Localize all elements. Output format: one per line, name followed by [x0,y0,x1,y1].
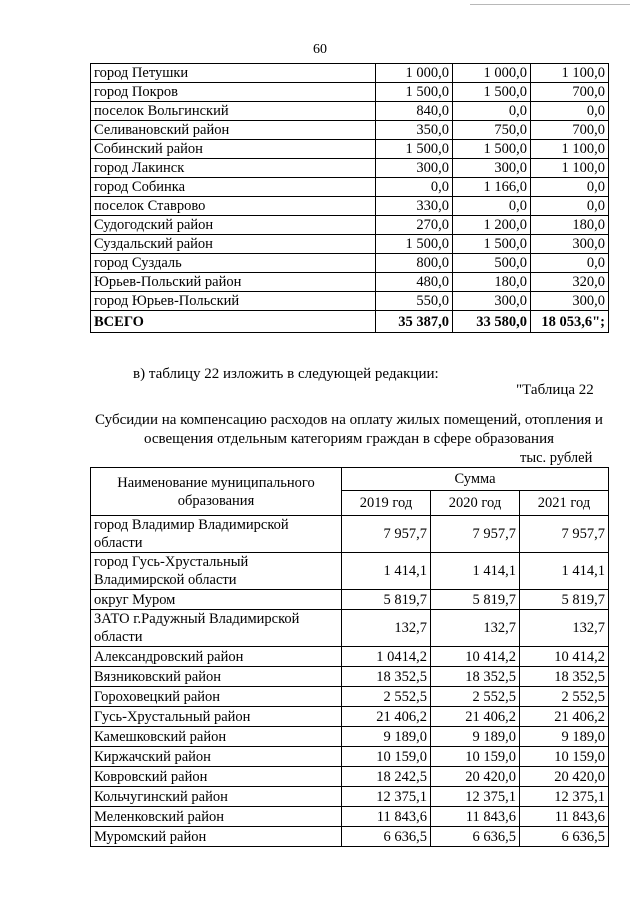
unit-label: тыс. рублей [520,450,593,466]
value-cell: 132,7 [342,610,431,647]
value-cell: 33 580,0 [453,311,531,333]
name-cell: ВСЕГО [91,311,376,333]
value-cell: 5 819,7 [431,590,520,610]
table-row [91,102,609,121]
value-cell: 132,7 [431,610,520,647]
value-cell: 18 352,5 [342,667,431,687]
value-cell: 21 406,2 [431,707,520,727]
value-cell: 18 242,5 [342,767,431,787]
table-row [91,273,609,292]
subsidy-table-top [90,63,609,333]
name-cell: Муромский район [91,827,342,847]
value-cell: 10 159,0 [520,747,609,767]
name-cell: Киржачский район [91,747,342,767]
value-cell: 1 500,0 [453,83,531,102]
value-cell: 500,0 [453,254,531,273]
value-cell: 7 957,7 [342,516,431,553]
name-cell: Юрьев-Польский район [91,273,376,292]
table-row [91,553,609,590]
name-cell: город Юрьев-Польский [91,292,376,311]
value-cell: 18 053,6"; [531,311,609,333]
name-cell: Вязниковский район [91,667,342,687]
header-sum-cell: Сумма [342,468,609,491]
value-cell: 840,0 [376,102,453,121]
name-cell: округ Муром [91,590,342,610]
table-row [91,727,609,747]
table-row [91,64,609,83]
value-cell: 700,0 [531,83,609,102]
value-cell: 0,0 [453,102,531,121]
name-cell: Собинский район [91,140,376,159]
value-cell: 1 000,0 [376,64,453,83]
header-row [91,468,609,491]
value-cell: 1 500,0 [376,140,453,159]
value-cell: 0,0 [531,102,609,121]
value-cell: 5 819,7 [520,590,609,610]
table-row [91,687,609,707]
table-row [91,140,609,159]
value-cell: 6 636,5 [342,827,431,847]
table-row [91,827,609,847]
value-cell: 700,0 [531,121,609,140]
top-scan-line [470,4,630,5]
table-row [91,516,609,553]
value-cell: 1 0414,2 [342,647,431,667]
instruction-text: в) таблицу 22 изложить в следующей редакции: [133,366,439,382]
value-cell: 1 200,0 [453,216,531,235]
value-cell: 1 500,0 [376,83,453,102]
total-row [91,311,609,333]
value-cell: 0,0 [531,254,609,273]
table-top-body [91,64,609,333]
value-cell: 21 406,2 [520,707,609,727]
name-cell: город Владимир Владимирской области [91,516,342,553]
value-cell: 300,0 [531,235,609,254]
header-name-cell: Наименование муниципального образования [91,468,342,516]
name-cell: Судогодский район [91,216,376,235]
value-cell: 300,0 [453,292,531,311]
value-cell: 11 843,6 [431,807,520,827]
name-cell: Меленковский район [91,807,342,827]
value-cell: 1 414,1 [342,553,431,590]
value-cell: 7 957,7 [431,516,520,553]
table-row [91,83,609,102]
table-row [91,767,609,787]
table-row [91,807,609,827]
value-cell: 2 552,5 [342,687,431,707]
table-row [91,235,609,254]
value-cell: 2 552,5 [520,687,609,707]
value-cell: 1 414,1 [431,553,520,590]
year-2021-cell: 2021 год [520,491,609,516]
value-cell: 10 159,0 [431,747,520,767]
value-cell: 1 100,0 [531,64,609,83]
name-cell: Камешковский район [91,727,342,747]
value-cell: 132,7 [520,610,609,647]
value-cell: 180,0 [531,216,609,235]
value-cell: 5 819,7 [342,590,431,610]
table-row [91,216,609,235]
value-cell: 1 100,0 [531,159,609,178]
value-cell: 12 375,1 [520,787,609,807]
value-cell: 1 166,0 [453,178,531,197]
value-cell: 10 159,0 [342,747,431,767]
name-cell: город Суздаль [91,254,376,273]
name-cell: поселок Вольгинский [91,102,376,121]
table-row [91,647,609,667]
value-cell: 9 189,0 [431,727,520,747]
value-cell: 350,0 [376,121,453,140]
name-cell: Суздальский район [91,235,376,254]
value-cell: 18 352,5 [431,667,520,687]
name-cell: Селивановский район [91,121,376,140]
value-cell: 0,0 [453,197,531,216]
value-cell: 10 414,2 [520,647,609,667]
table-row [91,178,609,197]
table-row [91,747,609,767]
value-cell: 21 406,2 [342,707,431,727]
name-cell: поселок Ставрово [91,197,376,216]
value-cell: 6 636,5 [520,827,609,847]
name-cell: город Гусь-Хрустальный Владимирской области [91,553,342,590]
name-cell: Гороховецкий район [91,687,342,707]
value-cell: 20 420,0 [431,767,520,787]
value-cell: 300,0 [453,159,531,178]
page-number: 60 [313,42,327,57]
year-2019-cell: 2019 год [342,491,431,516]
value-cell: 0,0 [531,178,609,197]
value-cell: 300,0 [531,292,609,311]
table-row [91,159,609,178]
value-cell: 180,0 [453,273,531,292]
name-cell: Гусь-Хрустальный район [91,707,342,727]
value-cell: 270,0 [376,216,453,235]
year-2020-cell: 2020 год [431,491,520,516]
value-cell: 0,0 [531,197,609,216]
table-row [91,667,609,687]
value-cell: 1 100,0 [531,140,609,159]
table-row [91,590,609,610]
table-reference: "Таблица 22 [516,382,594,398]
value-cell: 10 414,2 [431,647,520,667]
name-cell: Ковровский район [91,767,342,787]
value-cell: 20 420,0 [520,767,609,787]
value-cell: 9 189,0 [342,727,431,747]
value-cell: 300,0 [376,159,453,178]
value-cell: 11 843,6 [342,807,431,827]
value-cell: 1 414,1 [520,553,609,590]
value-cell: 320,0 [531,273,609,292]
table-row [91,610,609,647]
table-title: Субсидии на компенсацию расходов на оплату жилых помещений, отопления и освещения отдельным категориям граждан в сфере образования [95,412,603,447]
name-cell: ЗАТО г.Радужный Владимирской области [91,610,342,647]
value-cell: 12 375,1 [431,787,520,807]
value-cell: 18 352,5 [520,667,609,687]
value-cell: 480,0 [376,273,453,292]
name-cell: Кольчугинский район [91,787,342,807]
table-row [91,707,609,727]
table-row [91,121,609,140]
table-row [91,254,609,273]
value-cell: 2 552,5 [431,687,520,707]
table-row [91,787,609,807]
name-cell: город Собинка [91,178,376,197]
value-cell: 0,0 [376,178,453,197]
name-cell: город Покров [91,83,376,102]
value-cell: 1 500,0 [376,235,453,254]
subsidy-table-22 [90,467,609,847]
value-cell: 800,0 [376,254,453,273]
table-22-body [91,468,609,847]
value-cell: 6 636,5 [431,827,520,847]
value-cell: 12 375,1 [342,787,431,807]
value-cell: 35 387,0 [376,311,453,333]
table-row [91,197,609,216]
value-cell: 7 957,7 [520,516,609,553]
value-cell: 9 189,0 [520,727,609,747]
table-row [91,292,609,311]
value-cell: 1 500,0 [453,235,531,254]
name-cell: Александровский район [91,647,342,667]
value-cell: 750,0 [453,121,531,140]
value-cell: 550,0 [376,292,453,311]
value-cell: 1 000,0 [453,64,531,83]
name-cell: город Петушки [91,64,376,83]
value-cell: 1 500,0 [453,140,531,159]
value-cell: 11 843,6 [520,807,609,827]
name-cell: город Лакинск [91,159,376,178]
value-cell: 330,0 [376,197,453,216]
